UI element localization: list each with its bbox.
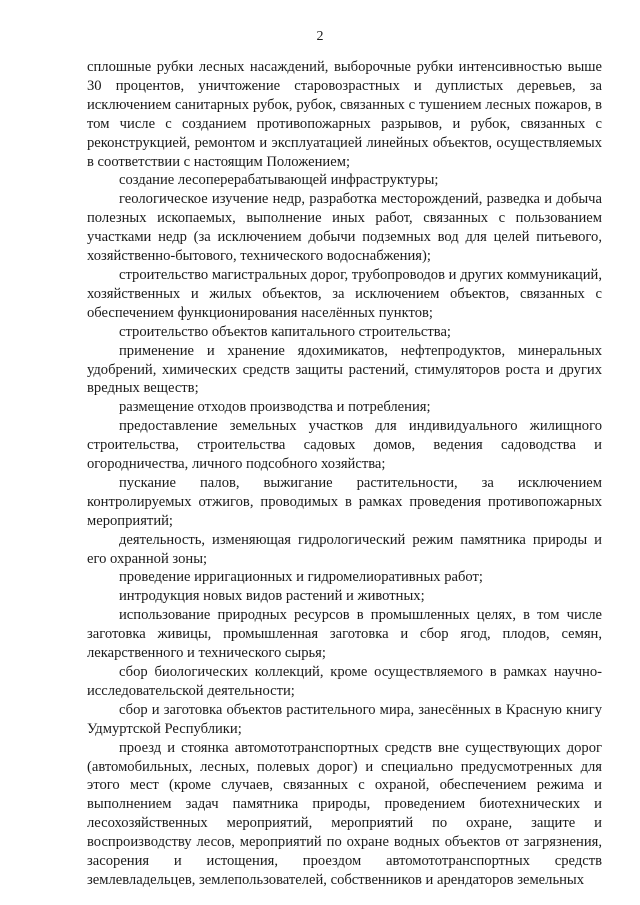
paragraph: сплошные рубки лесных насаждений, выборочные рубки интенсивностью выше 30 процентов, уничтожение старовозрастных и дуплистых деревьев, за исключением санитарных рубок, рубок, связанных с тушением лесных пожаров, в том числе с созданием противопожарных разрывов, и рубок, связанных с реконструкцией, ремонтом и эксплуатацией линейных объектов, осуществляемых в соответствии с настоящим Положением; — [87, 59, 602, 170]
paragraph: строительство магистральных дорог, трубопроводов и других коммуникаций, хозяйственных и жилых объектов, за исключением объектов, связанных с обеспечением функционирования населённых пунктов; — [87, 266, 602, 321]
paragraph: интродукция новых видов растений и животных; — [119, 588, 425, 605]
paragraph: размещение отходов производства и потребления; — [119, 399, 431, 416]
paragraph: применение и хранение ядохимикатов, нефтепродуктов, минеральных удобрений, химических средств защиты растений, стимуляторов роста и других вредных веществ; — [87, 342, 602, 397]
paragraph: пускание палов, выжигание растительности, за исключением контролируемых отжигов, проводимых в рамках проведения противопожарных мероприятий; — [87, 474, 602, 529]
paragraph: сбор и заготовка объектов растительного мира, занесённых в Красную книгу Удмуртской Республики; — [87, 701, 602, 737]
paragraph: проезд и стоянка автомототранспортных средств вне существующих дорог (автомобильных, лесных, полевых дорог) и специально предусмотренных для этого мест (кроме случаев, связанных с охраной, обеспечением режима и выполнением задач памятника природы, проведением биотехнических и лесохозяйственных мероприятий, мероприятий по охране, защите и воспроизводству лесов, мероприятий по охране водных объектов от загрязнения, засорения и истощения, проездом автомототранспортных средств землевладельцев, землепользователей, собственников и арендаторов земельных — [87, 739, 602, 888]
page-number: 2 — [316, 29, 324, 44]
document-body — [87, 58, 602, 890]
paragraph: использование природных ресурсов в промышленных целях, в том числе заготовка живицы, промышленная заготовка и сбор ягод, плодов, семян, лекарственного и технического сырья; — [87, 607, 602, 662]
paragraph: геологическое изучение недр, разработка месторождений, разведка и добыча полезных ископаемых, выполнение иных работ, связанных с пользованием участками недр (за исключением добычи подземных вод для целей питьевого, хозяйственно-бытового, технического водоснабжения); — [87, 191, 602, 265]
paragraph: предоставление земельных участков для индивидуального жилищного строительства, строительства садовых домов, ведения садоводства и огородничества, личного подсобного хозяйства; — [87, 418, 602, 473]
paragraph: создание лесоперерабатывающей инфраструктуры; — [119, 172, 439, 189]
paragraph: деятельность, изменяющая гидрологический режим памятника природы и его охранной зоны; — [87, 531, 602, 567]
paragraph: сбор биологических коллекций, кроме осуществляемого в рамках научно-исследовательской деятельности; — [87, 664, 602, 699]
paragraph: строительство объектов капитального строительства; — [119, 323, 451, 340]
paragraph: проведение ирригационных и гидромелиоративных работ; — [119, 569, 483, 586]
